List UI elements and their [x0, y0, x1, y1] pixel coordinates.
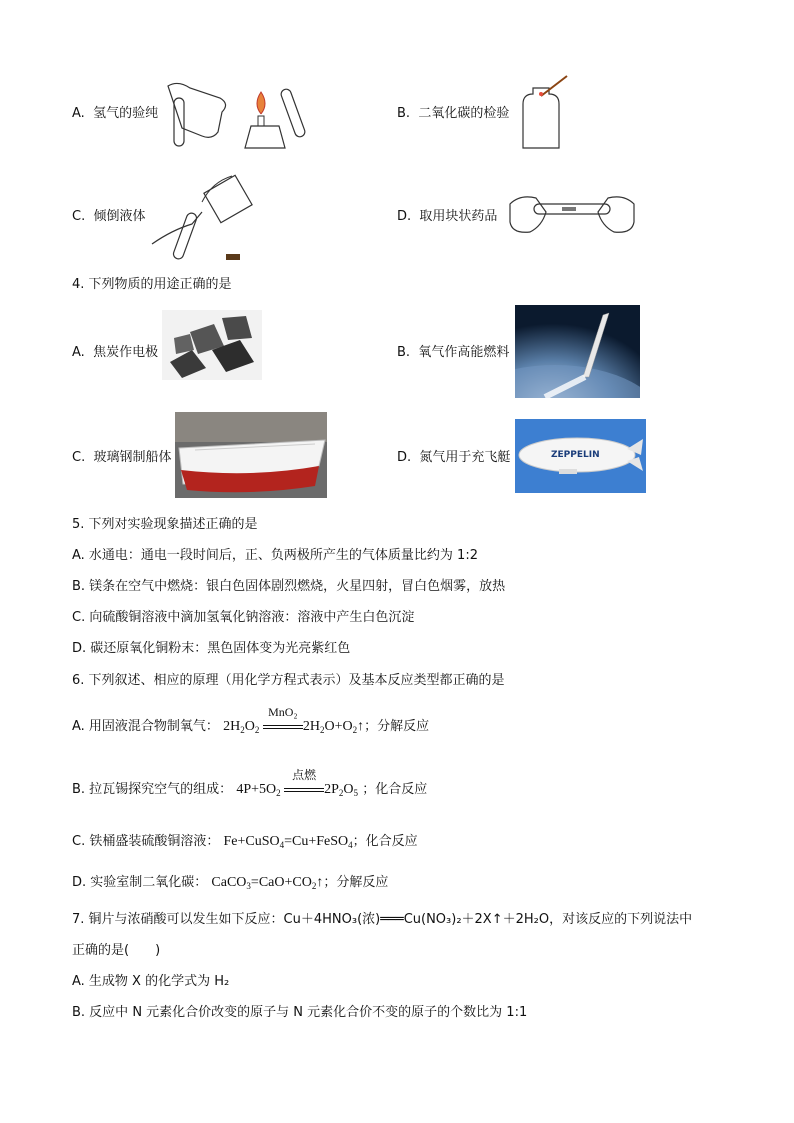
q3-option-d[interactable]: D. 取用块状药品 [397, 209, 498, 224]
q5-option-a[interactable]: A. 水通电：通电一段时间后，正、负两极所产生的气体质量比约为 1:2 [72, 548, 478, 563]
q4-option-d[interactable]: D. 氮气用于充飞艇 [397, 450, 511, 465]
q4-option-a[interactable]: A. 焦炭作电极 [72, 345, 159, 360]
q3-option-c[interactable]: C. 倾倒液体 [72, 209, 146, 224]
q7-stem-line1: 7. 铜片与浓硝酸可以发生如下反应：Cu＋4HNO₃(浓)═══Cu(NO₃)₂＋2X↑＋2H₂O，对该反应的下列说法中 [72, 912, 693, 927]
zeppelin-airship-photo [515, 419, 646, 493]
q6-option-c[interactable]: C. 铁桶盛装硫酸铜溶液： Fe+CuSO$_4$=Cu+FeSO$_4$；化合反应 [72, 834, 418, 850]
q4-option-c[interactable]: C. 玻璃钢制船体 [72, 450, 172, 465]
hydrogen-purity-test-illustration [160, 78, 310, 160]
q7-stem-line2: 正确的是( ) [72, 943, 161, 958]
q7-option-a[interactable]: A. 生成物 X 的化学式为 H₂ [72, 974, 230, 989]
q4-stem: 4. 下列物质的用途正确的是 [72, 277, 232, 292]
q6-stem: 6. 下列叙述、相应的原理（用化学方程式表示）及基本反应类型都正确的是 [72, 673, 505, 688]
q6-c-equation: Fe+CuSO$_4$=Cu+FeSO$_4$ [223, 834, 353, 850]
q7-option-b[interactable]: B. 反应中 N 元素化合价改变的原子与 N 元素化合价不变的原子的个数比为 1:1 [72, 1005, 528, 1020]
blimp-label: ZEPPELIN [551, 450, 600, 460]
q3-option-a[interactable]: A. 氢气的验纯 [72, 106, 159, 121]
q6-option-a[interactable]: A. 用固液混合物制氧气： $2H_2O_2$ MnO₂ $2H_2O+O_2↑$；分解反应 [72, 705, 430, 735]
q6-d-equation: $CaCO_3=CaO+CO_2↑$ [211, 875, 324, 891]
fiberglass-boat-photo [175, 412, 327, 498]
q6-a-equation: $2H_2O_2$ MnO₂ $2H_2O+O_2↑$ [223, 705, 365, 735]
q4-option-b[interactable]: B. 氧气作高能燃料 [397, 345, 510, 360]
q6-option-b[interactable]: B. 拉瓦锡探究空气的组成： $4P+5O_2$ 点燃 $2P_2O_5$ ；化合反应 [72, 768, 428, 798]
take-solid-reagent-illustration [504, 184, 640, 246]
q3-option-b[interactable]: B. 二氧化碳的检验 [397, 106, 510, 121]
pour-liquid-illustration [150, 172, 260, 264]
q6-b-equation: $4P+5O_2$ 点燃 $2P_2O_5$ [236, 768, 359, 798]
q5-option-c[interactable]: C. 向硫酸铜溶液中滴加氢氧化钠溶液：溶液中产生白色沉淀 [72, 610, 415, 625]
rocket-launch-photo [515, 305, 640, 398]
q5-option-d[interactable]: D. 碳还原氧化铜粉末：黑色固体变为光亮紫红色 [72, 641, 351, 656]
q5-option-b[interactable]: B. 镁条在空气中燃烧：银白色固体剧烈燃烧，火星四射，冒白色烟雾，放热 [72, 579, 506, 594]
q6-option-d[interactable]: D. 实验室制二氧化碳： $CaCO_3=CaO+CO_2↑$；分解反应 [72, 875, 389, 891]
coke-blocks-photo [162, 310, 262, 380]
q5-stem: 5. 下列对实验现象描述正确的是 [72, 517, 258, 532]
co2-test-illustration [515, 74, 575, 154]
